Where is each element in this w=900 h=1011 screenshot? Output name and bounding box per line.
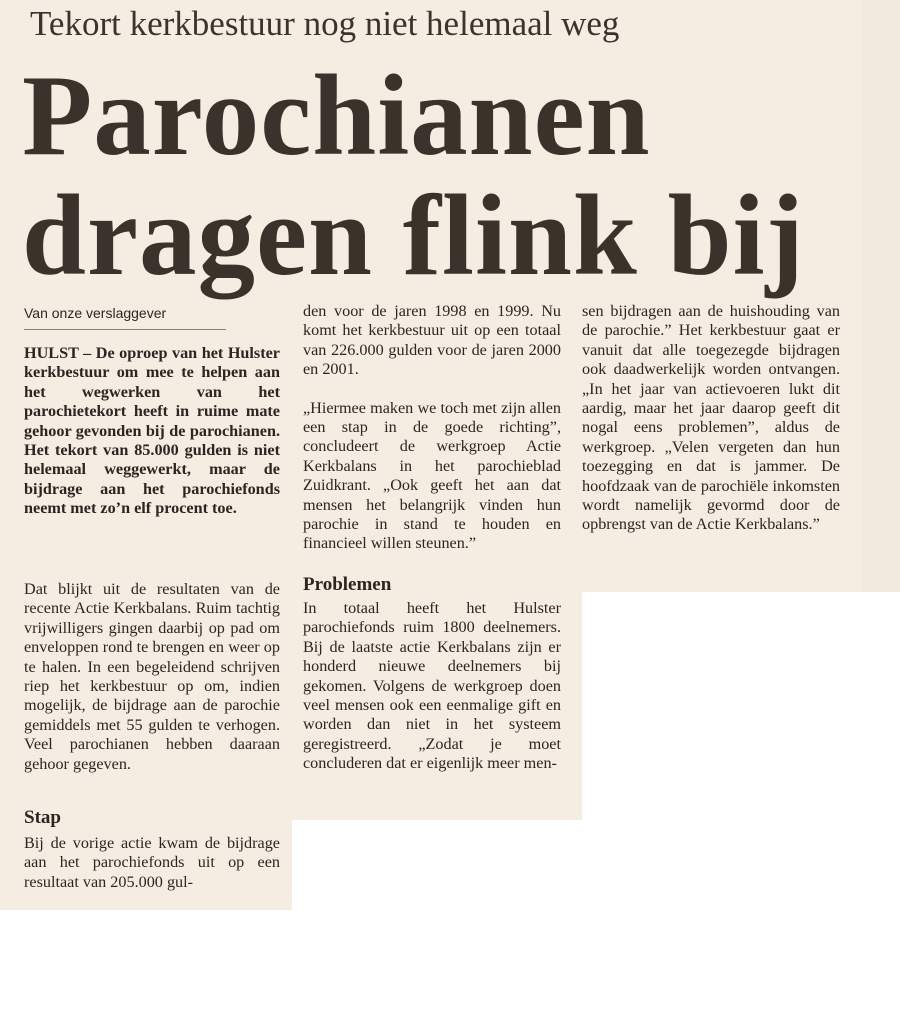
- body-paragraph: Dat blijkt uit de resultaten van de recente Actie Kerkbalans. Ruim tachtig vrijwilligers gingen daarbij op pad om enveloppen rond te brengen en weer op te halen. In een begeleidend schrijven riep het kerkbestuur op om, indien mogelijk, de bijdrage aan de parochie gemiddels met 55 gulden te verhogen. Veel parochianen hebben daaraan gehoor gegeven.: [24, 580, 280, 773]
- article-column-1: [24, 344, 280, 891]
- quote-paragraph: „Hiermee maken we toch met zijn allen een stap in de goede richting”, concludeert de werkgroep Actie Kerkbalans in het parochieblad Zuidkrant. „Ook geeft het aan dat mensen het belangrijk vinden hun parochie in stand te houden en financieel willen steunen.”: [303, 398, 561, 553]
- body-paragraph: den voor de jaren 1998 en 1999. Nu komt het kerkbestuur uit op een totaal van 226.000 gulden voor de jaren 2000 en 2001.: [303, 302, 561, 379]
- main-headline: [22, 52, 805, 299]
- body-paragraph: In totaal heeft het Hulster parochiefonds ruim 1800 deelnemers. Bij de laatste actie Kerkbalans zijn er honderd nieuwe deelnemers bij gekomen. Volgens de werkgroep doen veel mensen ook een eenmalige gift en worden dan niet in het systeem geregistreerd. „Zodat je moet concluderen dat er eigenlijk meer men-: [303, 598, 561, 773]
- subheading-stap: Stap: [24, 807, 61, 828]
- kicker-headline: Tekort kerkbestuur nog niet helemaal weg: [30, 4, 620, 43]
- article-column-2: [303, 302, 561, 793]
- article-column-3: [582, 302, 840, 554]
- clipping-edge: [862, 0, 900, 592]
- body-paragraph: sen bijdragen aan de huishouding van de parochie.” Het kerkbestuur gaat er vanuit dat alle toegezegde bijdragen ook daadwerkelijk worden ontvangen. „In het jaar van actievoeren lukt dit aardig, maar het jaar daarop geeft dit nogal eens problemen”, aldus de werkgroep. „Velen vergeten dan hun toezegging en dat is jammer. De hoofdzaak van de parochiële inkomsten wordt namelijk gevormd door de opbrengst van de Actie Kerkbalans.”: [582, 302, 840, 534]
- subheading-problemen: Problemen: [303, 573, 392, 595]
- lead-paragraph: HULST – De oproep van het Hulster kerkbestuur om mee te helpen aan het wegwerken van het parochietekort heeft in ruime mate gehoor gevonden bij de parochianen. Het tekort van 85.000 gulden is niet helemaal weggewerkt, maar de bijdrage aan het parochiefonds neemt met zo’n elf procent toe.: [24, 344, 280, 518]
- body-paragraph: Bij de vorige actie kwam de bijdrage aan het parochiefonds uit op een resultaat van 205.000 gul-: [24, 834, 280, 891]
- headline-line-2: dragen flink bij: [22, 172, 805, 299]
- headline-line-1: Parochianen: [22, 52, 651, 179]
- byline-divider: [24, 329, 226, 330]
- byline: Van onze verslaggever: [24, 305, 167, 321]
